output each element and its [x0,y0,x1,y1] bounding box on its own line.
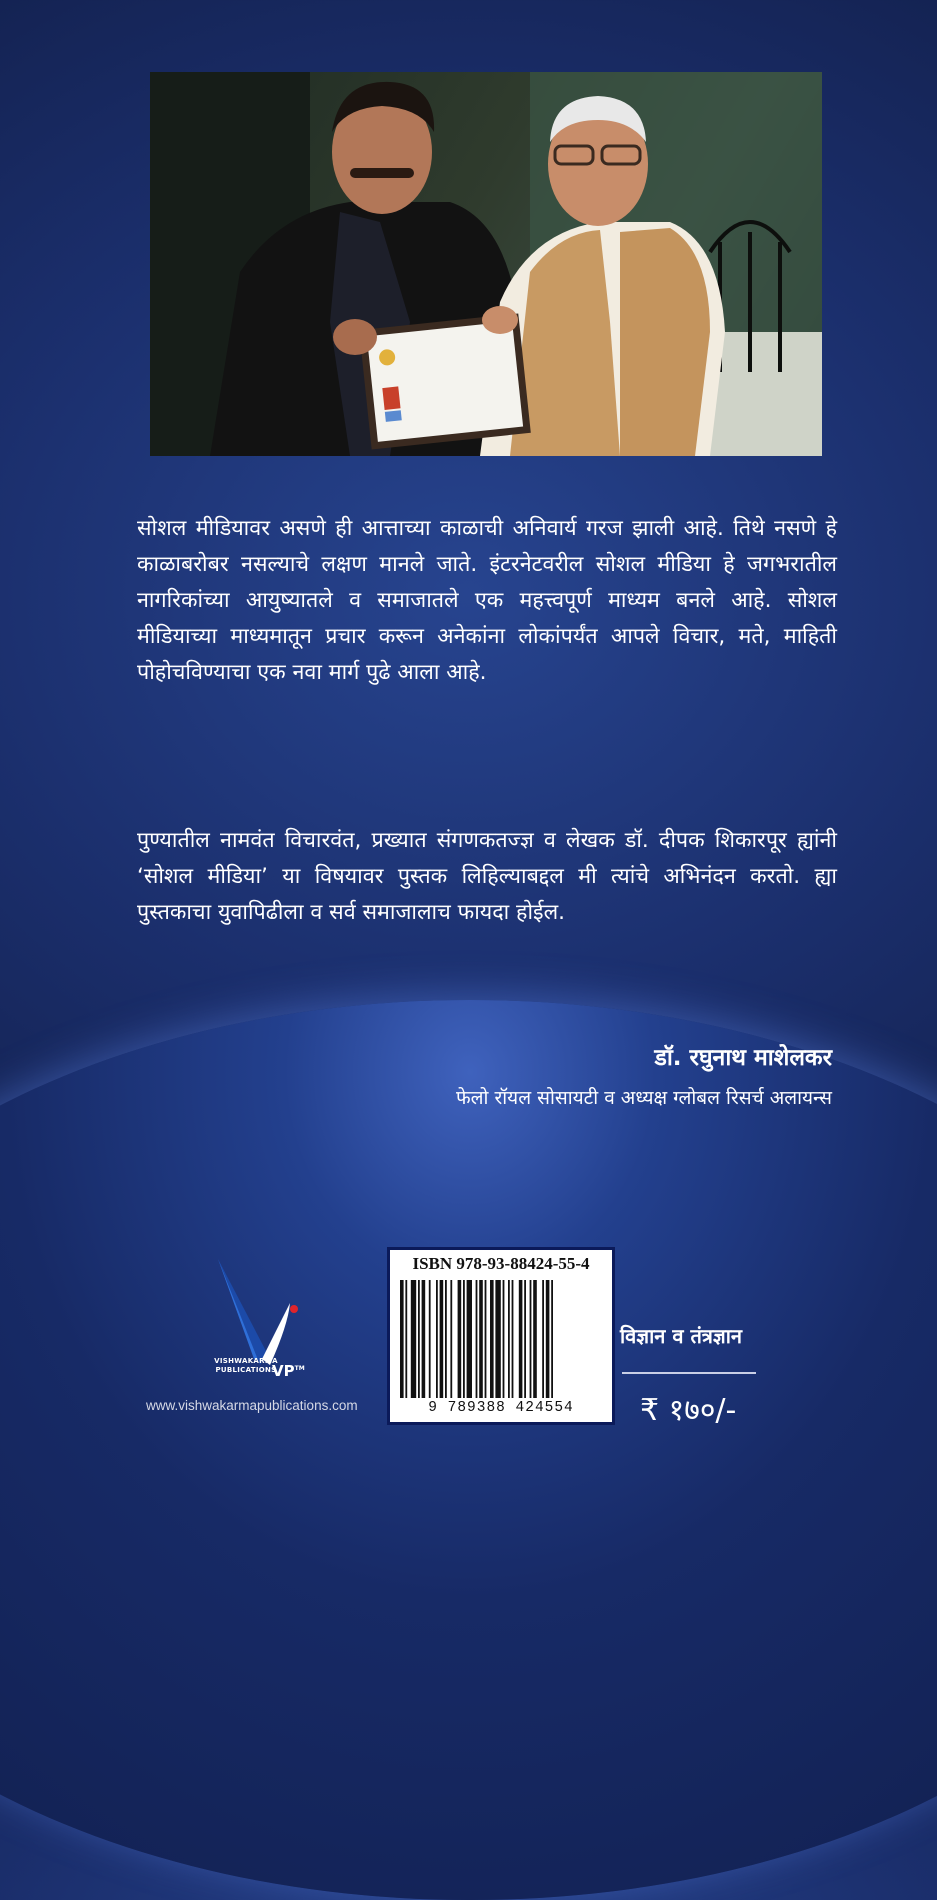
publisher-mark-text: VP [272,1362,295,1380]
book-price: ₹ १७०/- [640,1393,737,1428]
trademark-symbol: TM [294,1365,305,1372]
isbn-barcode [387,1247,615,1425]
barcode-digits: 9 789388 424554 [428,1400,574,1416]
description-paragraph-2: पुण्यातील नामवंत विचारवंत, प्रख्यात संगणकतज्ज्ञ व लेखक डॉ. दीपक शिकारपूर ह्यांनी ‘सोशल मीडिया’ या विषयावर पुस्तक लिहिल्याबद्दल मी त्यांचे अभिनंदन करतो. ह्या पुस्तकाचा युवापिढीला व सर्व समाजालाच फायदा होईल. [137,828,837,925]
author-title: फेलो रॉयल सोसायटी व अध्यक्ष ग्लोबल रिसर्च अलायन्स [455,1087,832,1109]
description-paragraph-1: सोशल मीडियावर असणे ही आत्ताच्या काळाची अनिवार्य गरज झाली आहे. तिथे नसणे हे काळाबरोबर नसल्याचे लक्षण मानले जाते. इंटरनेटवरील सोशल मीडिया हे जगभरातील नागरिकांच्या आयुष्यातले व समाजातले एक महत्त्वपूर्ण माध्यम बनले आहे. सोशल मीडियाच्या माध्यमातून प्रचार करून अनेकांना लोकांपर्यंत आपले विचार, मते, माहिती पोहोचविण्याचा एक नवा मार्ग पुढे आला आहे. [137,516,837,685]
barcode-bars [400,1280,604,1398]
publisher-name-line2: PUBLICATIONS [215,1366,277,1374]
publisher-website: www.vishwakarmapublications.com [146,1398,358,1413]
publisher-mark [272,1362,305,1380]
publisher-name-line1: VISHWAKARMA [214,1357,278,1365]
isbn-label: ISBN 978-93-88424-55-4 [412,1254,590,1273]
author-photo [150,72,822,456]
background-planet-arc [0,1000,937,1900]
book-category: विज्ञान व तंत्रज्ञान [620,1324,742,1348]
category-divider [622,1372,756,1374]
author-name: डॉ. रघुनाथ माशेलकर [654,1045,832,1071]
